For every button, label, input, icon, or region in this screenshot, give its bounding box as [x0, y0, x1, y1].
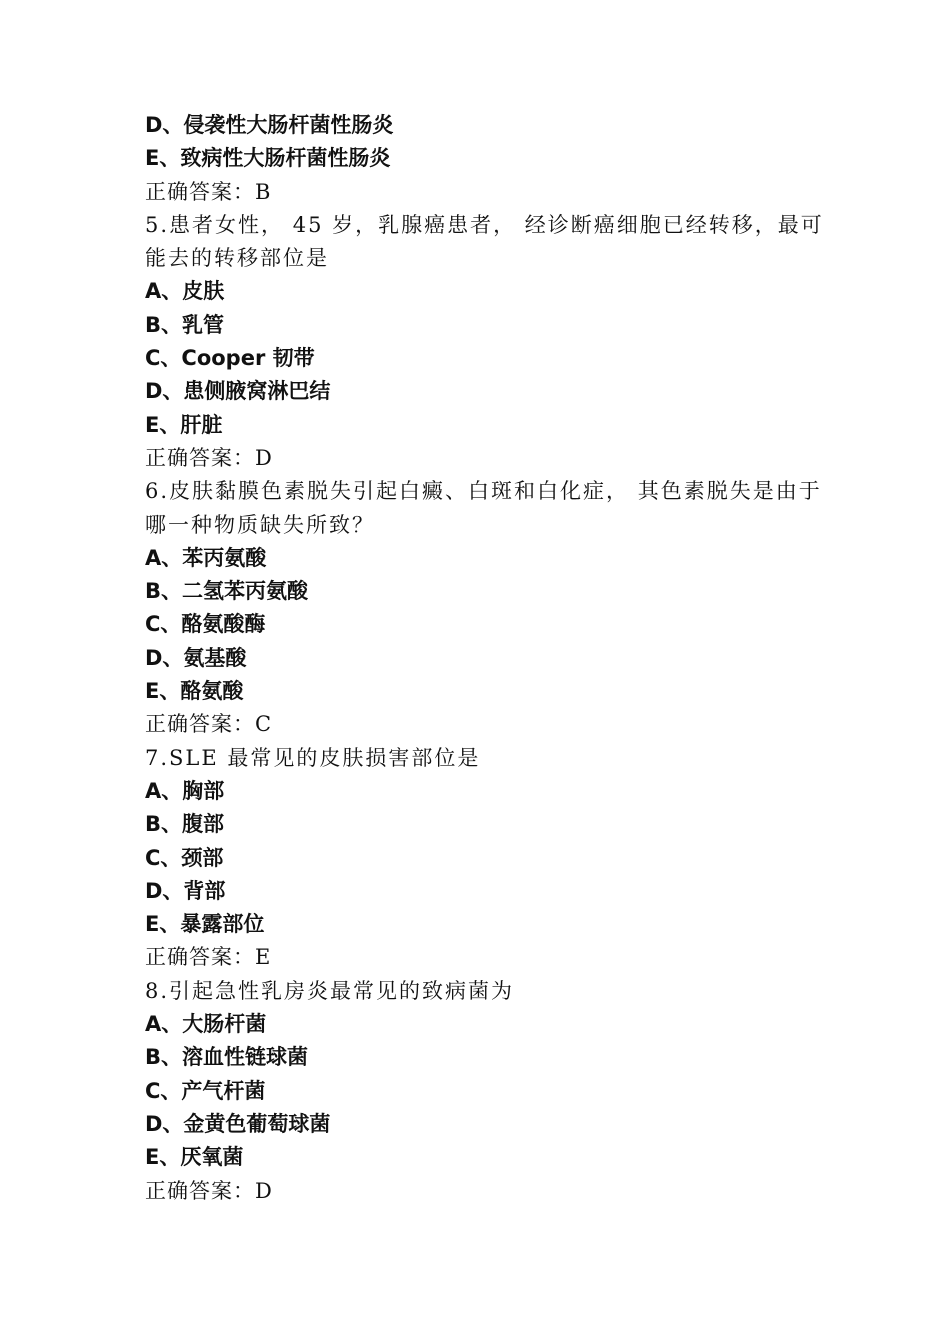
question-line: 哪一种物质缺失所致？	[145, 512, 375, 537]
option-line: B、腹部	[145, 812, 225, 837]
option-line: E、肝脏	[145, 412, 223, 437]
answer-line: 正确答案：B	[145, 179, 272, 204]
answer-line: 正确答案：D	[145, 1178, 273, 1203]
option-line: E、暴露部位	[145, 912, 265, 937]
option-line: A、胸部	[145, 778, 225, 803]
option-line: C、产气杆菌	[145, 1078, 266, 1103]
option-line: B、二氢苯丙氨酸	[145, 579, 309, 604]
question-line: 6.皮肤黏膜色素脱失引起白癜、白斑和白化症， 其色素脱失是由于	[145, 479, 822, 504]
option-line: C、颈部	[145, 845, 224, 870]
option-line: C、酪氨酸酶	[145, 612, 266, 637]
option-line: D、背部	[145, 878, 226, 903]
option-line: D、金黄色葡萄球菌	[145, 1111, 331, 1136]
answer-line: 正确答案：D	[145, 445, 273, 470]
option-line: B、乳管	[145, 312, 225, 337]
option-line: B、溶血性链球菌	[145, 1045, 309, 1070]
option-line: C、Cooper 韧带	[145, 346, 315, 371]
option-line: A、苯丙氨酸	[145, 545, 267, 570]
option-line: A、皮肤	[145, 279, 225, 304]
question-line: 7.SLE 最常见的皮肤损害部位是	[145, 745, 481, 770]
option-line: A、大肠杆菌	[145, 1012, 267, 1037]
answer-line: 正确答案：E	[145, 945, 272, 970]
option-line: E、致病性大肠杆菌性肠炎	[145, 146, 391, 171]
question-line: 能去的转移部位是	[145, 246, 329, 271]
question-line: 5.患者女性， 45 岁，乳腺癌患者， 经诊断癌细胞已经转移，最可	[145, 212, 824, 237]
option-line: D、氨基酸	[145, 645, 247, 670]
question-line: 8.引起急性乳房炎最常见的致病菌为	[145, 978, 515, 1003]
option-line: D、患侧腋窝淋巴结	[145, 379, 331, 404]
document-body	[145, 109, 825, 1208]
answer-line: 正确答案：C	[145, 712, 273, 737]
option-line: E、厌氧菌	[145, 1145, 244, 1170]
option-line: E、酪氨酸	[145, 679, 244, 704]
option-line: D、侵袭性大肠杆菌性肠炎	[145, 113, 394, 137]
